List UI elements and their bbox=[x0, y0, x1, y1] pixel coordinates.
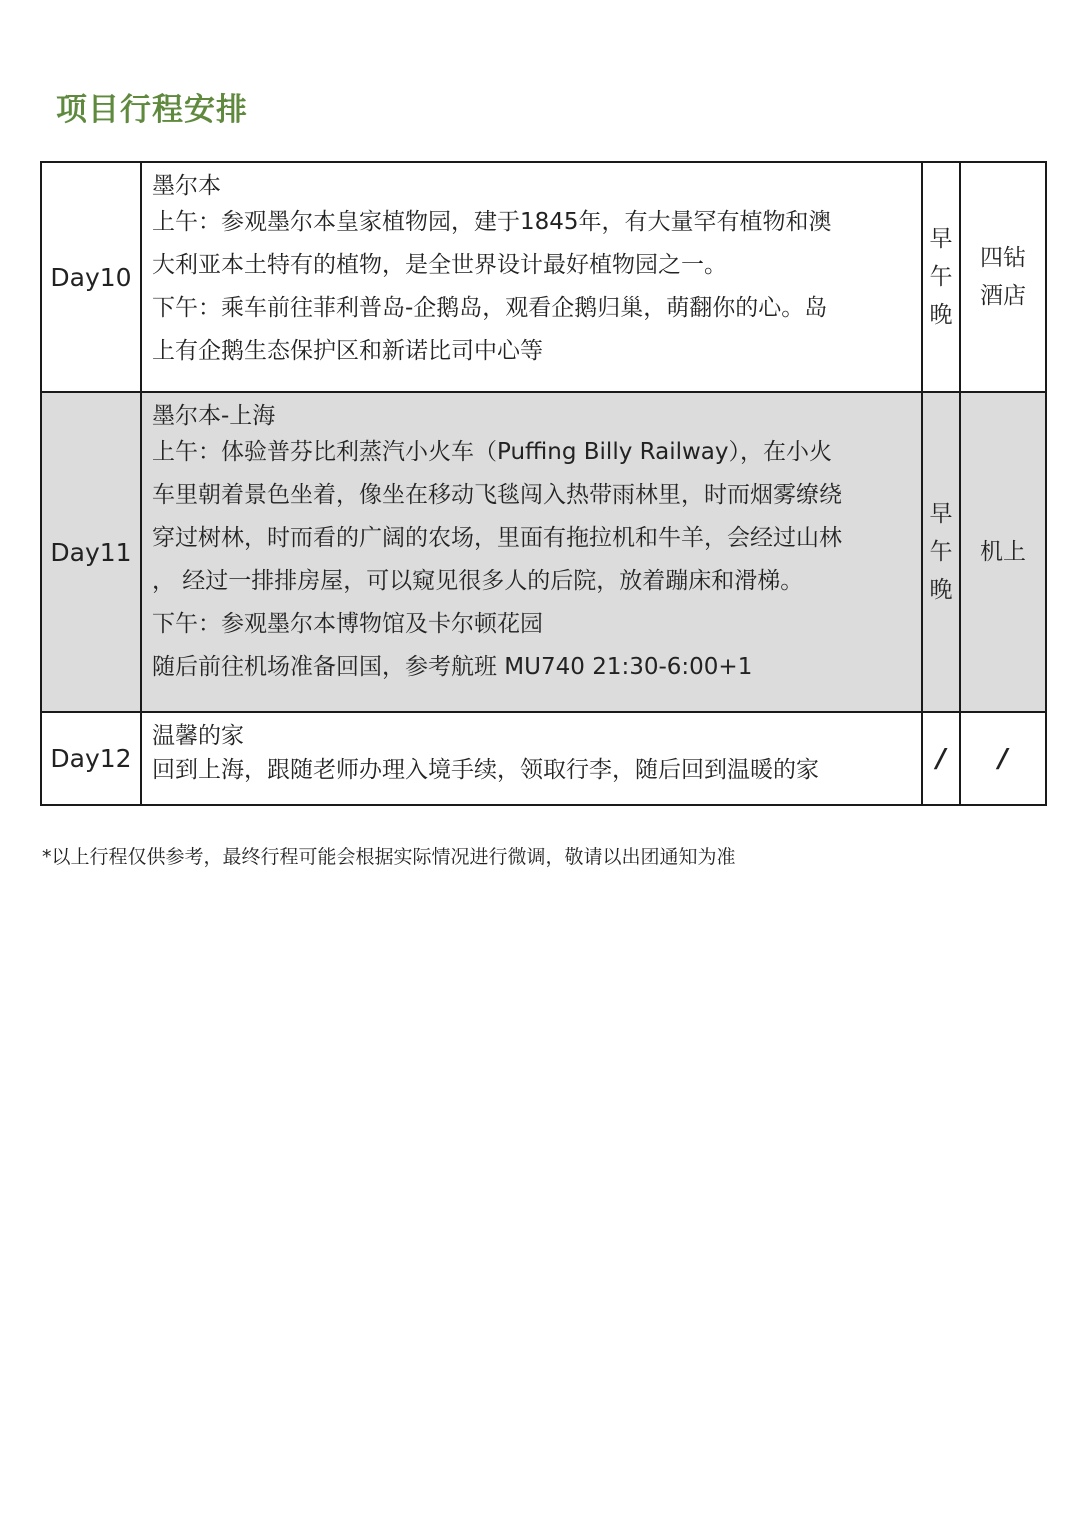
meals-cell: / bbox=[922, 712, 960, 805]
meals-cell bbox=[922, 162, 960, 392]
meal-breakfast: 早 bbox=[929, 226, 953, 252]
itinerary-table bbox=[40, 161, 1047, 806]
detail-line: 大利亚本土特有的植物，是全世界设计最好植物园之一。 bbox=[152, 252, 727, 278]
itinerary-row bbox=[41, 162, 1046, 392]
hotel-line: 机上 bbox=[980, 539, 1026, 565]
detail-line: 穿过树林，时而看的广阔的农场，里面有拖拉机和牛羊，会经过山林 bbox=[152, 525, 842, 551]
detail-line: 回到上海，跟随老师办理入境手续，领取行李，随后回到温暖的家 bbox=[152, 757, 819, 783]
detail-line: 随后前往机场准备回国，参考航班 MU740 21:30-6:00+1 bbox=[152, 654, 753, 680]
itinerary-row bbox=[41, 392, 1046, 712]
destination-title: 墨尔本 bbox=[152, 173, 221, 199]
hotel-line: 四钻 bbox=[980, 245, 1026, 271]
hotel-line: 酒店 bbox=[980, 283, 1026, 309]
day-label: Day11 bbox=[41, 392, 141, 712]
meal-dinner: 晚 bbox=[929, 302, 953, 328]
detail-line: 下午：参观墨尔本博物馆及卡尔顿花园 bbox=[152, 611, 543, 637]
hotel-cell bbox=[960, 162, 1046, 392]
hotel-cell: / bbox=[960, 712, 1046, 805]
destination-title: 温馨的家 bbox=[152, 723, 244, 749]
day-details bbox=[141, 392, 922, 712]
hotel-cell bbox=[960, 392, 1046, 712]
itinerary-row bbox=[41, 712, 1046, 805]
footnote: *以上行程仅供参考，最终行程可能会根据实际情况进行微调，敬请以出团通知为准 bbox=[42, 846, 736, 868]
meals-cell bbox=[922, 392, 960, 712]
destination-title: 墨尔本-上海 bbox=[152, 403, 276, 429]
meal-dinner: 晚 bbox=[929, 577, 953, 603]
day-label: Day10 bbox=[41, 162, 141, 392]
detail-line: 上午：参观墨尔本皇家植物园，建于1845年，有大量罕有植物和澳 bbox=[152, 209, 832, 235]
day-label: Day12 bbox=[41, 712, 141, 805]
detail-line: ， 经过一排排房屋，可以窥见很多人的后院，放着蹦床和滑梯。 bbox=[152, 568, 804, 594]
detail-line: 上午：体验普芬比利蒸汽小火车（Puffing Billy Railway），在小火 bbox=[152, 439, 833, 465]
meal-lunch: 午 bbox=[929, 539, 953, 565]
day-details bbox=[141, 162, 922, 392]
meal-lunch: 午 bbox=[929, 264, 953, 290]
page-title: 项目行程安排 bbox=[56, 92, 248, 128]
detail-line: 车里朝着景色坐着，像坐在移动飞毯闯入热带雨林里，时而烟雾缭绕 bbox=[152, 482, 842, 508]
day-details bbox=[141, 712, 922, 805]
detail-line: 上有企鹅生态保护区和新诺比司中心等 bbox=[152, 338, 543, 364]
detail-line: 下午：乘车前往菲利普岛-企鹅岛，观看企鹅归巢，萌翻你的心。岛 bbox=[152, 295, 828, 321]
meal-breakfast: 早 bbox=[929, 501, 953, 527]
